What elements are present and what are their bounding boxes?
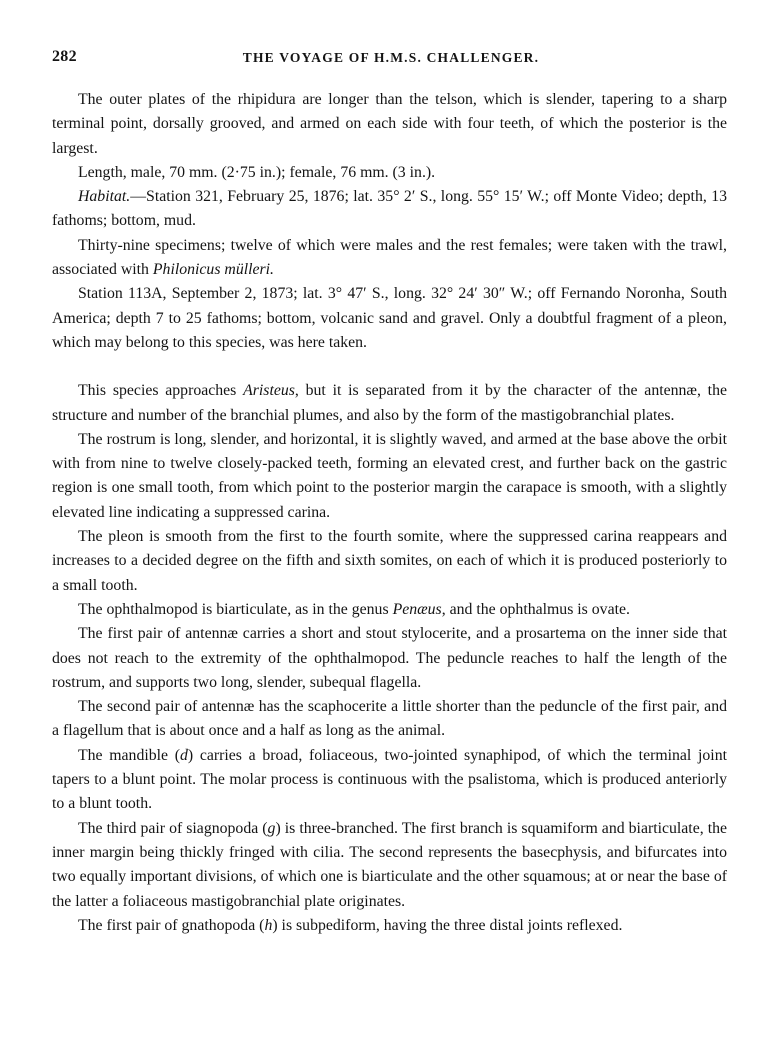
running-title: THE VOYAGE OF H.M.S. CHALLENGER.: [242, 50, 540, 65]
body-text: [52, 88, 727, 938]
paragraph-length: Length, male, 70 mm. (2·75 in.); female, 76 mm. (3 in.).: [78, 163, 436, 181]
siagnopoda-before: The third pair of siagnopoda (: [78, 819, 268, 837]
paragraph-telson: The outer plates of the rhipidura are longer than the telson, which is slender, tapering to a sharp terminal point, dorsally grooved, and armed on each side with four teeth, of which the posterior is the largest.: [52, 91, 727, 157]
paragraph-second-antennae: The second pair of antennæ has the scaphocerite a little shorter than the peduncle of the first pair, and a flagellum that is about once and a half as long as the animal.: [52, 698, 727, 740]
comparison-after: , but it is separated from it by the character of the antennæ, the structure and number of the branchial plumes, and also by the form of the mastigobranchial plates.: [52, 382, 727, 424]
paragraph-habitat: [52, 185, 727, 234]
paragraph-rostrum: The rostrum is long, slender, and horizontal, it is slightly waved, and armed at the base above the orbit with from nine to twelve closely-packed teeth, forming an elevated crest, and further back on the gastric region is one small tooth, from which point to the posterior margin the carapace is smooth, with a slightly elevated line indicating a suppressed carina.: [52, 430, 727, 521]
genus-aristeus: Aristeus: [243, 382, 295, 400]
specimens-text: Thirty-nine specimens; twelve of which were males and the rest females; were taken with the trawl, associated with: [52, 236, 727, 279]
ophthalmopod-after: , and the ophthalmus is ovate.: [441, 600, 630, 618]
paragraph-mandible: [52, 744, 727, 817]
page-number: 282: [52, 48, 77, 65]
genus-penaeus: Penæus: [392, 600, 442, 618]
habitat-text: —Station 321, February 25, 1876; lat. 35° 2′ S., long. 55° 15′ W.; off Monte Video; depth, 13 fathoms; bottom, mud.: [52, 188, 727, 230]
paragraph-siagnopoda: [52, 817, 727, 914]
figure-ref-h: h: [264, 916, 273, 934]
figure-ref-d: d: [180, 746, 188, 764]
siagnopoda-after: ) is three-branched. The first branch is squamiform and biarticulate, the inner margin being thickly fringed with cilia. The second represents the basecphysis, and bifurcates into two equally important divisions, of which one is biarticulate and the other squamous; at or near the base of the latter a foliaceous mastigobranchial plate originates.: [52, 819, 727, 910]
mandible-after: ) carries a broad, foliaceous, two-jointed synaphipod, of which the terminal joint tapers to a blunt point. The molar process is continuous with the psalistoma, which is produced anteriorly to a blunt tooth.: [52, 746, 727, 813]
paragraph-station: Station 113A, September 2, 1873; lat. 3° 47′ S., long. 32° 24′ 30″ W.; off Fernando Noronha, South America; depth 7 to 25 fathoms; bottom, volcanic sand and gravel. Only a doubtful fragment of a pleon, which may belong to this species, was here taken.: [52, 285, 727, 351]
habitat-label: Habitat.: [78, 188, 131, 206]
page-header: [52, 44, 730, 68]
mandible-before: The mandible (: [78, 746, 180, 764]
gnathopoda-before: The first pair of gnathopoda (: [78, 916, 265, 934]
gnathopoda-after: ) is subpediform, having the three distal joints reflexed.: [272, 916, 623, 934]
paragraph-first-antennae: The first pair of antennæ carries a short and stout stylocerite, and a prosartema on the inner side that does not reach to the extremity of the ophthalmopod. The peduncle reaches to half the length of the rostrum, and supports two long, slender, subequal flagella.: [52, 625, 727, 691]
species-name: Philonicus mülleri.: [152, 261, 275, 279]
comparison-before: This species approaches: [78, 382, 244, 400]
paragraph-pleon: The pleon is smooth from the first to the fourth somite, where the suppressed carina reappears and increases to a decided degree on the fifth and sixth somites, on each of which it is produced posteriorly to a small tooth.: [52, 528, 727, 594]
ophthalmopod-before: The ophthalmopod is biarticulate, as in the genus: [78, 600, 393, 618]
paragraph-specimens: [52, 234, 727, 283]
paragraph-species-comparison: [52, 379, 727, 428]
paragraph-ophthalmopod: [52, 598, 727, 622]
figure-ref-g: g: [267, 819, 276, 837]
paragraph-gnathopoda: [52, 914, 727, 938]
